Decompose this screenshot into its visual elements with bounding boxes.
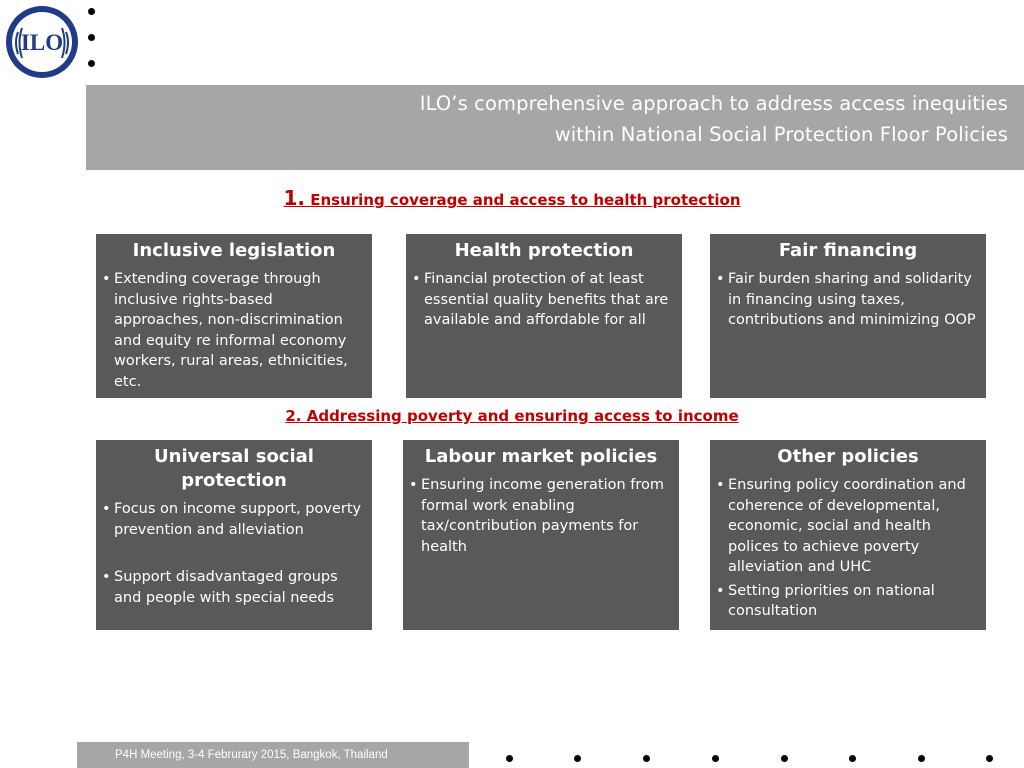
bullet-icon: • (102, 569, 111, 585)
section-2-label: 2. Addressing poverty and ensuring access to income (285, 407, 739, 425)
box-labour-market-policies (403, 440, 679, 630)
box-title: Health protection (454, 240, 634, 261)
footer-band (77, 742, 469, 768)
section-1-heading (0, 186, 1024, 210)
bullet-text: Extending coverage through inclusive rights-based approaches, non-discrimination and equity re informal economy workers, rural areas, ethnicities, etc. (114, 271, 348, 390)
section-1-number: 1. (283, 186, 305, 210)
bullet-item (716, 269, 980, 331)
bullet-text: Support disadvantaged groups and people with special needs (114, 569, 338, 606)
bullet-item (716, 475, 980, 578)
bullet-item (412, 269, 676, 331)
bullet-item (102, 499, 366, 540)
bullet-text: Financial protection of at least essential quality benefits that are available and affordable for all (424, 271, 669, 328)
bullet-item (102, 269, 366, 392)
box-title: Other policies (777, 446, 919, 467)
box-universal-social-protection (96, 440, 372, 630)
decorative-horizontal-dots (506, 755, 1006, 763)
page-title-line-2: within National Social Protection Floor Policies (554, 123, 1008, 146)
box-health-protection (406, 234, 682, 398)
bullet-item (102, 567, 366, 608)
bullet-text: Focus on income support, poverty prevention and alleviation (114, 501, 362, 538)
box-title: Universal social protection (154, 446, 314, 491)
box-title: Fair financing (778, 240, 918, 261)
section-1-label: Ensuring coverage and access to health protection (305, 191, 741, 209)
bullet-icon: • (409, 477, 418, 493)
box-inclusive-legislation (96, 234, 372, 398)
bullet-icon: • (412, 271, 421, 287)
section-2-heading (0, 407, 1024, 425)
footer-text: P4H Meeting, 3-4 Februrary 2015, Bangkok, Thailand (115, 749, 388, 761)
bullet-icon: • (102, 271, 111, 287)
box-title: Inclusive legislation (132, 240, 336, 261)
bullet-item (716, 581, 980, 622)
logo-text: ILO (20, 30, 64, 55)
bullet-icon: • (716, 477, 725, 493)
box-other-policies (710, 440, 986, 630)
bullet-text: Ensuring income generation from formal work enabling tax/contribution payments for health (421, 477, 665, 555)
bullet-icon: • (102, 501, 111, 517)
bullet-item (409, 475, 673, 557)
decorative-vertical-dots (88, 8, 98, 86)
title-band (86, 85, 1024, 170)
bullet-text: Setting priorities on national consultation (728, 582, 935, 619)
bullet-text: Fair burden sharing and solidarity in financing using taxes, contributions and minimizing OOP (728, 271, 976, 328)
page-title-line-1: ILO’s comprehensive approach to address access inequities (419, 92, 1008, 115)
bullet-icon: • (716, 271, 725, 287)
ilo-logo (4, 4, 80, 80)
box-title: Labour market policies (424, 446, 658, 467)
bullet-text: Ensuring policy coordination and coherence of developmental, economic, social and health polices to achieve poverty alleviation and UHC (728, 477, 966, 575)
bullet-icon: • (716, 582, 725, 599)
box-fair-financing (710, 234, 986, 398)
page-title (420, 88, 1008, 150)
